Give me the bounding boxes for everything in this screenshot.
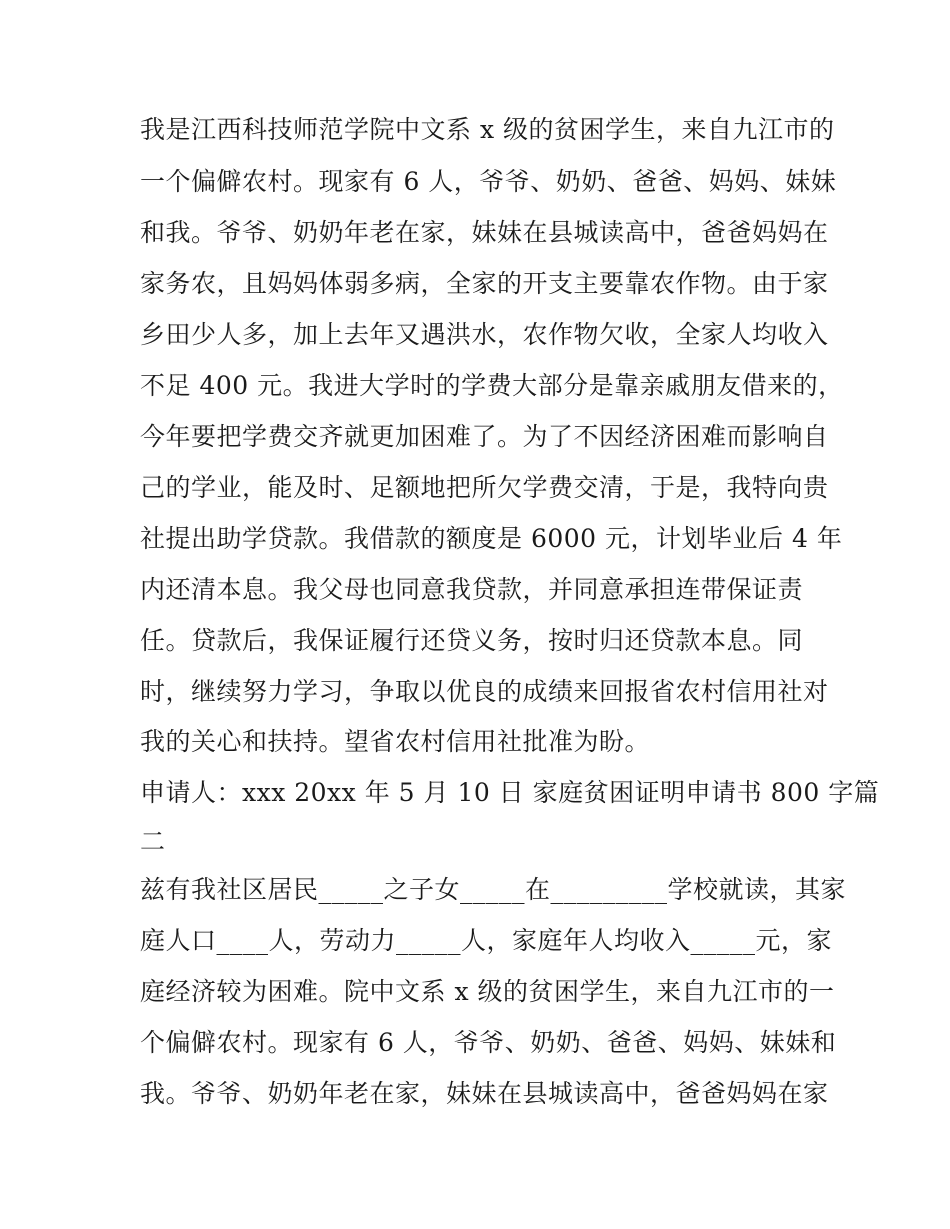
text-line: 社提出助学贷款。我借款的额度是 6000 元，计划毕业后 4 年	[140, 524, 843, 553]
applicant-line: 申请人：xxx 20xx 年 5 月 10 日 家庭贫困证明申请书 800 字篇	[140, 778, 880, 807]
text-line: 内还清本息。我父母也同意我贷款，并同意承担连带保证责	[140, 575, 804, 604]
text-line: 家务农，且妈妈体弱多病，全家的开支主要靠农作物。由于家	[140, 269, 829, 298]
text-line: 庭人口____人，劳动力_____人，家庭年人均收入_____元，家	[140, 926, 833, 955]
text-line: 己的学业，能及时、足额地把所欠学费交清，于是，我特向贵	[140, 473, 829, 502]
text-line: 个偏僻农村。现家有 6 人，爷爷、奶奶、爸爸、妈妈、妹妹和	[140, 1028, 837, 1057]
text-line: 庭经济较为困难。院中文系 x 级的贫困学生，来自九江市的一	[140, 977, 835, 1006]
text-line: 乡田少人多，加上去年又遇洪水，农作物欠收，全家人均收入	[140, 320, 829, 349]
text-line: 时，继续努力学习，争取以优良的成绩来回报省农村信用社对	[140, 677, 829, 706]
text-line: 兹有我社区居民_____之子女_____在_________学校就读，其家	[140, 875, 847, 904]
text-line: 和我。爷爷、奶奶年老在家，妹妹在县城读高中，爸爸妈妈在	[140, 218, 829, 247]
text-line: 任。贷款后，我保证履行还贷义务，按时归还贷款本息。同	[140, 626, 804, 655]
text-line: 不足 400 元。我进大学时的学费大部分是靠亲戚朋友借来的，	[140, 371, 844, 400]
text-line: 我。爷爷、奶奶年老在家，妹妹在县城读高中，爸爸妈妈在家	[140, 1079, 829, 1108]
text-line: 今年要把学费交齐就更加困难了。为了不因经济困难而影响自	[140, 422, 829, 451]
section-number: 二	[140, 827, 166, 856]
text-line: 一个偏僻农村。现家有 6 人，爷爷、奶奶、爸爸、妈妈、妹妹	[140, 167, 837, 196]
text-line: 我的关心和扶持。望省农村信用社批准为盼。	[140, 727, 651, 756]
text-line: 我是江西科技师范学院中文系 x 级的贫困学生，来自九江市的	[140, 115, 835, 144]
